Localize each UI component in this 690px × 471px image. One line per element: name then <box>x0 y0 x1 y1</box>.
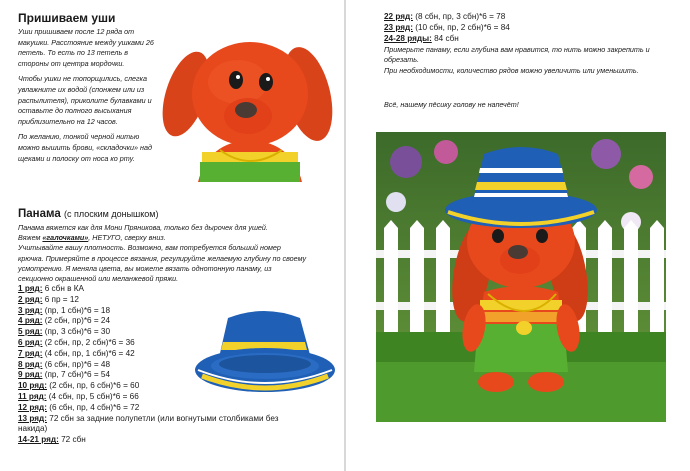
row-text: 6 сбн в КА <box>42 284 84 293</box>
panama-title: Панама <box>18 208 61 220</box>
panama-heading <box>18 208 159 220</box>
list-item <box>18 414 300 436</box>
row-label: 6 ряд: <box>18 337 43 347</box>
list-item <box>384 23 674 34</box>
panama-notes <box>384 45 670 76</box>
row-text: (10 сбн, пр, 2 сбн)*6 = 84 <box>412 22 510 32</box>
row-text: (6 сбн, пр)*6 = 48 <box>42 359 111 369</box>
intro-text: Вяжем <box>18 233 43 243</box>
row-text: 72 сбн за задние полупетли (или вогнутыми столбиками без накида) <box>18 413 279 434</box>
ears-heading: Пришиваем уши <box>18 11 116 25</box>
closing-line: Всё, нашему пёсику голову не напечёт! <box>384 100 519 109</box>
row-label: 8 ряд: <box>18 359 43 369</box>
row-text: (6 сбн, пр, 4 сбн)*6 = 72 <box>46 402 140 412</box>
dog-full-photo <box>376 132 666 422</box>
row-label: 3 ряд: <box>18 305 43 315</box>
panama-intro-line: Панама вяжется как для Мони Пряникова, только без дырочек для ушей. <box>18 223 268 232</box>
row-label: 9 ряд: <box>18 370 43 380</box>
row-text: (пр, 3 сбн)*6 = 30 <box>42 327 111 337</box>
row-text: (пр, 7 сбн)*6 = 54 <box>42 370 111 380</box>
list-item <box>18 435 308 446</box>
row-text: (4 сбн, пр, 5 сбн)*6 = 66 <box>46 391 139 401</box>
panama-intro-line: Учитывайте вашу плотность. Возможно, вам потребуется больший номер крючка. Примеряйте в процессе вязания, регулируйте желаемую глубину по своему усмотрению. Я меняла цвета, вы можете вязать однотонную панаму, из секционно окрашенной или меланжевой пряжи. <box>18 243 307 284</box>
list-item <box>384 34 674 45</box>
row-text: 84 сбн <box>431 33 459 43</box>
dog-closeup-photo <box>158 32 338 182</box>
row-label: 12 ряд: <box>18 402 47 412</box>
list-item <box>384 12 674 23</box>
ears-instructions <box>18 27 158 169</box>
row-text: (2 сбн, пр, 2 сбн)*6 = 36 <box>42 337 135 347</box>
row-text: (пр, 1 сбн)*6 = 18 <box>42 305 111 315</box>
row-text: 6 пр = 12 <box>42 294 79 304</box>
panama-subtitle: (с плоским донышком) <box>63 209 159 219</box>
panama-rows-continued <box>384 12 674 44</box>
intro-emphasis: «галочками» <box>42 233 89 243</box>
ears-paragraph: По желанию, тонкой черной нитью можно вышить брови, «складочки» над щеками и полоску от носа ко рту. <box>18 132 152 163</box>
ears-paragraph: Чтобы ушки не топорщились, слегка увлажните их водой (спонжем или из распылителя), приколите булавками и оставьте до полного высыхания приблизительно на 12 часов. <box>18 74 152 126</box>
row-text: (4 сбн, пр, 1 сбн)*6 = 42 <box>42 348 135 358</box>
intro-text: , НЕТУГО, сверху вниз. <box>88 233 166 243</box>
row-text: (8 сбн, пр, 3 сбн)*6 = 78 <box>412 12 506 21</box>
row-label: 7 ряд: <box>18 348 43 358</box>
row-label: 5 ряд: <box>18 327 43 337</box>
row-label: 22 ряд: <box>384 12 413 21</box>
row-label: 23 ряд: <box>384 22 413 32</box>
row-text: (2 сбн, пр, 6 сбн)*6 = 60 <box>46 381 140 391</box>
note-line: Примерьте панаму, если глубина вам нравится, то нить можно закрепить и обрезать. <box>384 45 650 65</box>
row-label: 10 ряд: <box>18 381 47 391</box>
row-text: 72 сбн <box>58 435 86 445</box>
panama-intro-line <box>18 233 308 243</box>
row-label: 1 ряд: <box>18 284 43 293</box>
panama-intro <box>18 223 308 284</box>
row-label: 24-28 ряды: <box>384 33 432 43</box>
list-item <box>18 403 308 414</box>
row-label: 14-21 ряд: <box>18 435 59 445</box>
note-line: При необходимости, количество рядов можно увеличить или уменьшить. <box>384 65 639 75</box>
hat-photo <box>190 300 338 400</box>
row-label: 13 ряд: <box>18 413 47 423</box>
row-label: 2 ряд: <box>18 294 43 304</box>
ears-paragraph: Уши пришиваем после 12 ряда от макушки. Расстояние между ушками 26 петель. То есть по 13 петель в стороны от центра мордочки. <box>18 27 154 68</box>
row-text: (2 сбн, пр)*6 = 24 <box>42 316 111 326</box>
row-label: 4 ряд: <box>18 316 43 326</box>
row-label: 11 ряд: <box>18 391 47 401</box>
list-item <box>18 284 308 295</box>
